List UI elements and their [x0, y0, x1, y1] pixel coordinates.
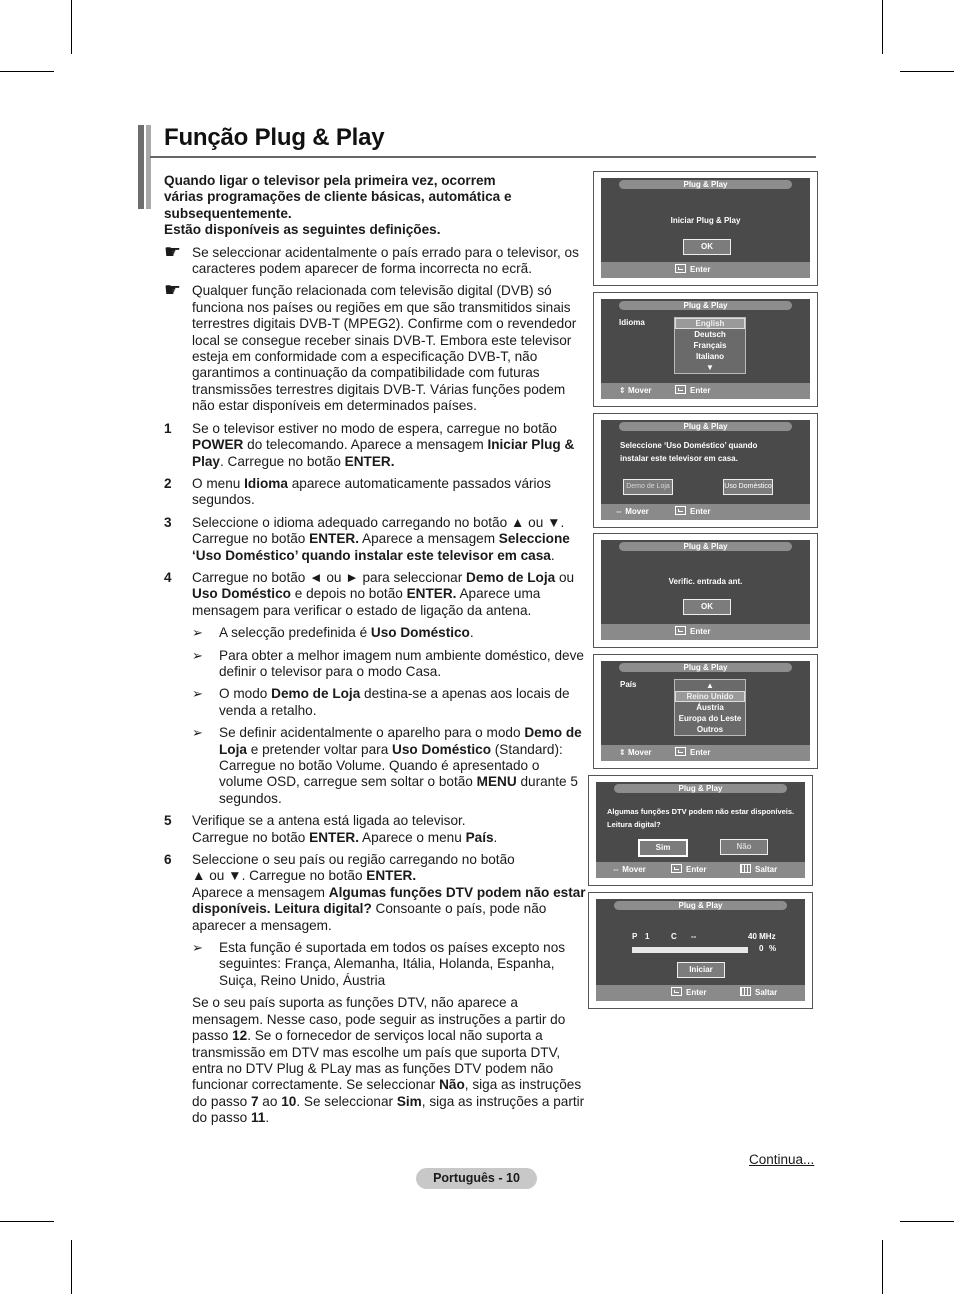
- store-demo-button[interactable]: Demo de Loja: [623, 479, 673, 495]
- step-3: [164, 515, 586, 564]
- arrow-icon: ➢: [192, 940, 203, 956]
- intro: [164, 173, 586, 239]
- list-item[interactable]: Europa do Leste: [678, 714, 742, 723]
- continue-label: Continua...: [749, 1152, 815, 1167]
- screen-header: Plug & Play: [614, 901, 787, 910]
- enter-icon: [671, 987, 682, 996]
- enter-icon: [675, 626, 686, 635]
- mover-hint: ⇔ Mover: [615, 507, 649, 516]
- crop-mark: [71, 0, 72, 54]
- left-right-icon: ⇔: [612, 865, 623, 874]
- intro-line: Estão disponíveis as seguintes definições.: [164, 222, 441, 238]
- enter-icon: [675, 506, 686, 515]
- list-item[interactable]: Français: [693, 341, 727, 350]
- enter-hint: Enter: [675, 262, 710, 278]
- menu-icon: [740, 987, 751, 996]
- pointing-hand-icon: ☛: [164, 280, 182, 302]
- list-item[interactable]: Reino Unido: [675, 691, 745, 702]
- sub-note: ➢ Se definir acidentalmente o aparelho para o modo Demo de Loja e pretender voltar para Uso Doméstico (Standard): Carregue no botão Volume. Quando é apresentado o volume OSD, carregue sem soltar o botão MENU durante 5 segundos.: [192, 725, 582, 806]
- screen-country: [593, 654, 818, 769]
- intro-line: subsequentemente.: [164, 205, 292, 221]
- crop-mark: [0, 1221, 54, 1222]
- enter-hint: Enter: [675, 504, 710, 520]
- tv-screen: [596, 782, 805, 878]
- scroll-up-icon[interactable]: ▲: [706, 681, 714, 690]
- skip-hint: Saltar: [740, 985, 777, 1001]
- step-number: 1: [164, 420, 172, 436]
- step-6: [164, 852, 586, 989]
- step-text: Carregue no botão ◄ ou ► para seleccionar Demo de Loja ou Uso Doméstico e depois no botão ENTER. Aparece uma mensagem para verificar o estado de ligação da antena. ➢ A selecção predefinida é Uso Doméstico. ➢ Para obter a melhor imagem num ambiente doméstico, deve definir o televisor para o modo Casa. ➢ O modo Demo de Loja destina-se a apenas aos locais de venda a retalho. ➢ Se definir acidentalmente o aparelho para o modo Demo de Loja e pretender voltar para Uso Doméstico (Standard): Carregue no botão Volume. Quando é apresentado o volume OSD, carregue sem soltar o botão MENU durante 5 segundos.: [192, 570, 586, 807]
- tv-screen: [601, 540, 810, 640]
- step-text: Seleccione o idioma adequado carregando no botão ▲ ou ▼. Carregue no botão ENTER. Aparece a mensagem Seleccione ‘Uso Doméstico’ quando instalar este televisor em casa.: [192, 514, 570, 563]
- program-value: 1: [645, 932, 650, 941]
- up-down-icon: ⇕: [619, 748, 628, 757]
- arrow-icon: ➢: [192, 686, 203, 702]
- screen-footer: [601, 383, 810, 399]
- screen-start-plug-play: [593, 171, 818, 286]
- step-number: 6: [164, 852, 172, 868]
- intro-line: Quando ligar o televisor pela primeira vez, ocorrem: [164, 173, 496, 188]
- crop-mark: [71, 1240, 72, 1294]
- list-item[interactable]: Áustria: [696, 703, 724, 712]
- step-2: [164, 476, 586, 509]
- step-1: [164, 421, 586, 470]
- screen-message: Verific. entrada ant.: [668, 577, 743, 586]
- home-use-button[interactable]: Uso Doméstico: [723, 479, 773, 495]
- sub-note: ➢ A selecção predefinida é Uso Doméstico.: [192, 625, 474, 641]
- screen-footer: [601, 745, 810, 761]
- tv-screen: [601, 420, 810, 520]
- mover-hint: ⇔ Mover: [612, 865, 646, 874]
- screen-footer: [601, 504, 810, 520]
- screen-scan-progress: [588, 892, 813, 1009]
- screen-footer: [596, 862, 805, 878]
- intro-line: várias programações de cliente básicas, automática e: [164, 189, 512, 205]
- screen-message: instalar este televisor em casa.: [620, 454, 738, 463]
- step-text: Seleccione o seu país ou região carregando no botão ▲ ou ▼. Carregue no botão ENTER. Aparece a mensagem Algumas funções DTV podem não estar disponíveis. Leitura digital? Consoante o país, pode não aparecer a mensagem. ➢ Esta função é suportada em todos os países excepto nos seguintes: França, Alemanha, Itália, Holanda, Espanha, Suiça, Reino Unido, Áustria: [192, 852, 586, 988]
- enter-icon: [675, 385, 686, 394]
- program-label: P: [632, 932, 638, 941]
- screen-header: Plug & Play: [619, 301, 792, 310]
- instructions: [164, 173, 586, 1127]
- screen-header: Plug & Play: [614, 784, 787, 793]
- progress-bar: [632, 947, 748, 953]
- crop-mark: [900, 71, 954, 72]
- yes-button[interactable]: Sim: [638, 839, 688, 857]
- screen-home-use: [593, 413, 818, 528]
- title-rule: [150, 156, 816, 158]
- dtv-paragraph: Se o seu país suporta as funções DTV, não aparece a mensagem. Nesse caso, pode seguir as instruções a partir do passo 12. Se o fornecedor de serviços local não suporta a transmissão em DTV mas escolhe um país que suporta DTV, entra no DTV Plug & PLay mas as funções DTV podem não funcionar correctamente. Se seleccionar Não, siga as instruções do passo 7 ao 10. Se seleccionar Sim, siga as instruções a partir do passo 11.: [192, 995, 585, 1126]
- enter-hint: Enter: [675, 624, 710, 640]
- step-text: Se o televisor estiver no modo de espera, carregue no botão POWER do telecomando. Aparece a mensagem Iniciar Plug & Play. Carregue no botão ENTER.: [192, 420, 575, 469]
- screen-message: Seleccione ‘Uso Doméstico’ quando: [620, 441, 758, 450]
- enter-hint: Enter: [675, 745, 710, 761]
- screen-footer: [596, 985, 805, 1001]
- channel-value: --: [691, 932, 697, 941]
- step-5: [164, 813, 586, 846]
- language-label: Idioma: [619, 318, 645, 327]
- screen-digital-scan-prompt: [588, 775, 813, 886]
- step-number: 5: [164, 813, 172, 829]
- crop-mark: [0, 71, 54, 72]
- language-list[interactable]: [674, 317, 746, 374]
- title-accent-bar: [138, 125, 144, 209]
- crop-mark: [900, 1221, 954, 1222]
- ok-button[interactable]: OK: [683, 239, 731, 255]
- arrow-icon: ➢: [192, 625, 203, 641]
- screen-message: Leitura digital?: [607, 820, 661, 829]
- arrow-icon: ➢: [192, 647, 203, 663]
- crop-mark: [882, 1240, 883, 1294]
- step-number: 3: [164, 514, 172, 530]
- screen-message: Algumas funções DTV podem não estar disponíveis.: [607, 807, 795, 816]
- sub-note: ➢ Esta função é suportada em todos os países excepto nos seguintes: França, Alemanha, Itália, Holanda, Espanha, Suiça, Reino Unido, Áustria: [192, 940, 566, 988]
- skip-hint: Saltar: [740, 862, 777, 878]
- page-footer: Português - 10: [416, 1168, 537, 1189]
- step-4: [164, 570, 586, 807]
- note-text: Se seleccionar acidentalmente o país errado para o televisor, os caracteres podem aparecer de forma incorrecta no ecrã.: [192, 244, 579, 277]
- pointing-hand-icon: ☛: [164, 241, 182, 263]
- progress-percent-sign: %: [769, 944, 777, 953]
- screen-antenna-check: [593, 533, 818, 648]
- sub-note: ➢ Para obter a melhor imagem num ambiente doméstico, deve definir o televisor para o modo Casa.: [192, 647, 584, 679]
- list-item[interactable]: Deutsch: [694, 330, 726, 339]
- step-number: 4: [164, 569, 172, 585]
- note-text: Qualquer função relacionada com televisão digital (DVB) só funciona nos países ou regiões em que são transmitidos sinais terrestres digitais DVB-T (MPEG2). Confirme com o revendedor local se consegue receber sinais DVB-T. Embora este televisor esteja em conformidade com a especificação DVB-T, não garantimos a continuação da compatibilidade com futuras transmissões terrestres digitais DVB-T. Várias funções podem não estar disponíveis em determinados países.: [192, 283, 577, 414]
- screen-footer: [601, 262, 810, 278]
- start-button[interactable]: Iniciar: [677, 962, 725, 978]
- screen-message: Iniciar Plug & Play: [670, 216, 741, 225]
- tv-screen: [601, 299, 810, 399]
- screen-header: Plug & Play: [619, 663, 792, 672]
- sub-note: ➢ O modo Demo de Loja destina-se a apenas aos locais de venda a retalho.: [192, 686, 570, 718]
- step-text: O menu Idioma aparece automaticamente passados vários segundos.: [192, 475, 551, 508]
- note: [164, 241, 586, 278]
- screen-header: Plug & Play: [619, 542, 792, 551]
- screen-header: Plug & Play: [619, 180, 792, 189]
- frequency: 40 MHz: [748, 932, 776, 941]
- progress-percent: 0: [759, 944, 764, 953]
- scroll-down-icon[interactable]: ▼: [706, 363, 714, 372]
- arrow-icon: ➢: [192, 725, 203, 741]
- screen-language: [593, 292, 818, 407]
- list-item[interactable]: English: [675, 318, 745, 329]
- tv-screen: [596, 899, 805, 1001]
- crop-mark: [882, 0, 883, 54]
- page-title: Função Plug & Play: [164, 124, 385, 151]
- enter-hint: Enter: [671, 985, 706, 1001]
- enter-hint: Enter: [675, 383, 710, 399]
- enter-icon: [675, 747, 686, 756]
- country-label: País: [620, 680, 637, 689]
- enter-icon: [675, 264, 686, 273]
- step-number: 2: [164, 475, 172, 491]
- screen-footer: [601, 624, 810, 640]
- mover-hint: ⇕ Mover: [619, 748, 652, 757]
- step-text: Verifique se a antena está ligada ao televisor. Carregue no botão ENTER. Aparece o menu País.: [192, 813, 498, 845]
- list-item[interactable]: Outros: [696, 725, 724, 734]
- screen-header: Plug & Play: [619, 422, 792, 431]
- tv-screen: [601, 178, 810, 278]
- title-accent-bar: [146, 125, 151, 209]
- ok-button[interactable]: OK: [683, 599, 731, 615]
- tv-screen: [601, 661, 810, 761]
- country-list[interactable]: [674, 679, 746, 736]
- enter-icon: [671, 864, 682, 873]
- up-down-icon: ⇕: [619, 386, 628, 395]
- no-button[interactable]: Não: [720, 839, 768, 855]
- channel-label: C: [671, 932, 677, 941]
- enter-hint: Enter: [671, 862, 706, 878]
- mover-hint: ⇕ Mover: [619, 386, 652, 395]
- note: [164, 280, 586, 414]
- left-right-icon: ⇔: [615, 507, 626, 516]
- menu-icon: [740, 864, 751, 873]
- list-item[interactable]: Italiano: [695, 352, 724, 361]
